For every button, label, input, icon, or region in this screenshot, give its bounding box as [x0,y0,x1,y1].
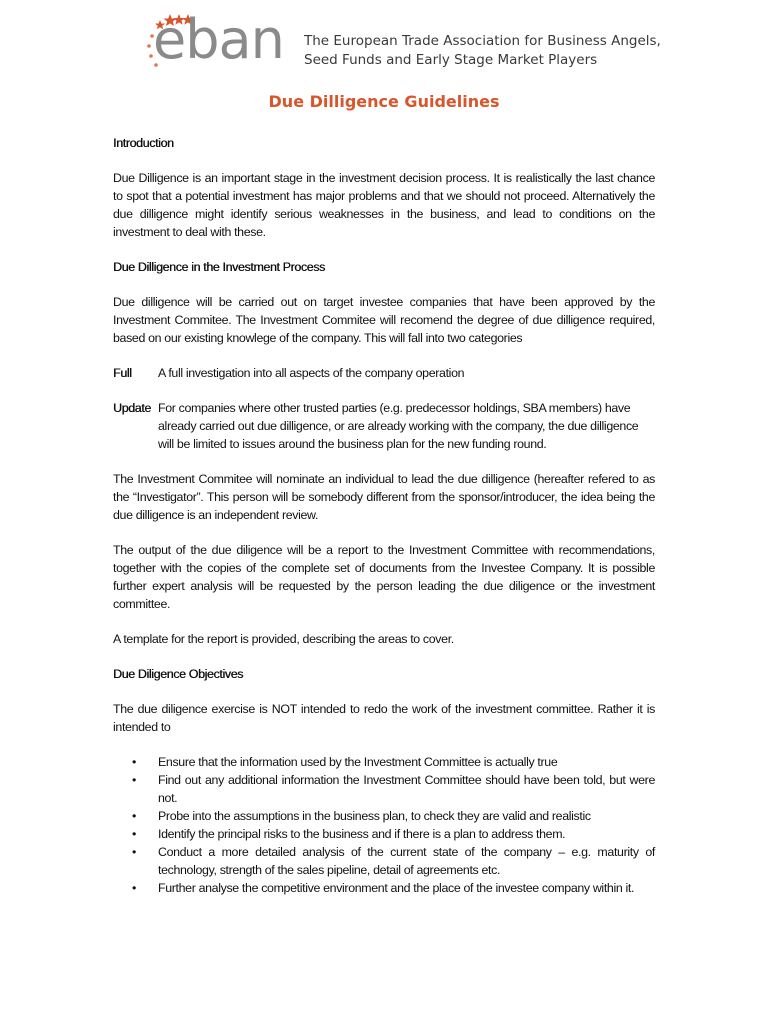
process-paragraph-4: A template for the report is provided, describing the areas to cover. [113,632,454,646]
logo-wordmark: eban [153,8,284,71]
organization-tagline [304,32,661,70]
list-item [113,843,655,879]
bullet-icon: • [132,845,136,859]
objectives-list [113,753,655,897]
tagline-line-1: The European Trade Association for Business Angels, [304,33,661,49]
process-heading: Due Dilligence in the Investment Process [113,260,325,274]
update-description: For companies where other trusted parties (e.g. predecessor holdings, SBA members) have already carried out due dilligence, or are already working with the company, the due dilligence will be limited to issues around the business plan for the new funding round. [158,401,639,451]
full-description: A full investigation into all aspects of the company operation [158,366,465,380]
bullet-icon: • [132,755,136,769]
update-definition [113,399,655,453]
list-item-text: Conduct a more detailed analysis of the current state of the company – e.g. maturity of technology, strength of the sales pipeline, detail of agreements etc. [158,845,655,877]
objectives-heading: Due Diligence Objectives [113,667,244,681]
list-item-text: Probe into the assumptions in the business plan, to check they are valid and realistic [158,809,591,823]
list-item-text: Further analyse the competitive environment and the place of the investee company within it. [158,881,635,895]
list-item [113,771,655,807]
list-item-text: Find out any additional information the Investment Committee should have been told, but were not. [158,773,655,805]
introduction-paragraph: Due Dilligence is an important stage in the investment decision process. It is realistically the last chance to spot that a potential investment has major problems and that we should not proceed. Alternatively the due dilligence might identify serious weaknesses in the business, and lead to conditions on the investment to deal with these. [113,171,655,239]
list-item [113,753,655,771]
bullet-icon: • [132,773,136,787]
list-item [113,825,655,843]
document-title: Due Dilligence Guidelines [268,92,500,111]
full-term: Full [113,366,132,380]
objectives-intro: The due diligence exercise is NOT intended to redo the work of the investment committee. Rather it is intended to [113,702,655,734]
bullet-icon: • [132,809,136,823]
list-item [113,807,655,825]
process-paragraph-1: Due dilligence will be carried out on target investee companies that have been approved by the Investment Commitee. The Investment Commitee will recomend the degree of due dilligence required, based on our existing knowlege of the company. This will fall into two categories [113,295,655,345]
update-term: Update [113,401,151,415]
full-definition [113,364,655,382]
process-paragraph-2: The Investment Commitee will nominate an individual to lead the due dilligence (hereafter refered to as the “Investigator”. This person will be somebody different from the sponsor/introducer, the idea being the due dilligence is an independent review. [113,472,655,522]
bullet-icon: • [132,827,136,841]
list-item-text: Ensure that the information used by the Investment Committee is actually true [158,755,558,769]
list-item [113,879,655,897]
list-item-text: Identify the principal risks to the business and if there is a plan to address them. [158,827,566,841]
eban-logo [143,8,284,74]
introduction-heading: Introduction [113,136,174,150]
process-paragraph-3: The output of the due diligence will be a report to the Investment Committee with recommendations, together with the copies of the complete set of documents from the Investee Company. It is possible further expert analysis will be requested by the person leading the due diligence or the investment committee. [113,543,655,611]
document-body [113,134,655,897]
tagline-line-2: Seed Funds and Early Stage Market Players [304,52,598,68]
bullet-icon: • [132,881,136,895]
